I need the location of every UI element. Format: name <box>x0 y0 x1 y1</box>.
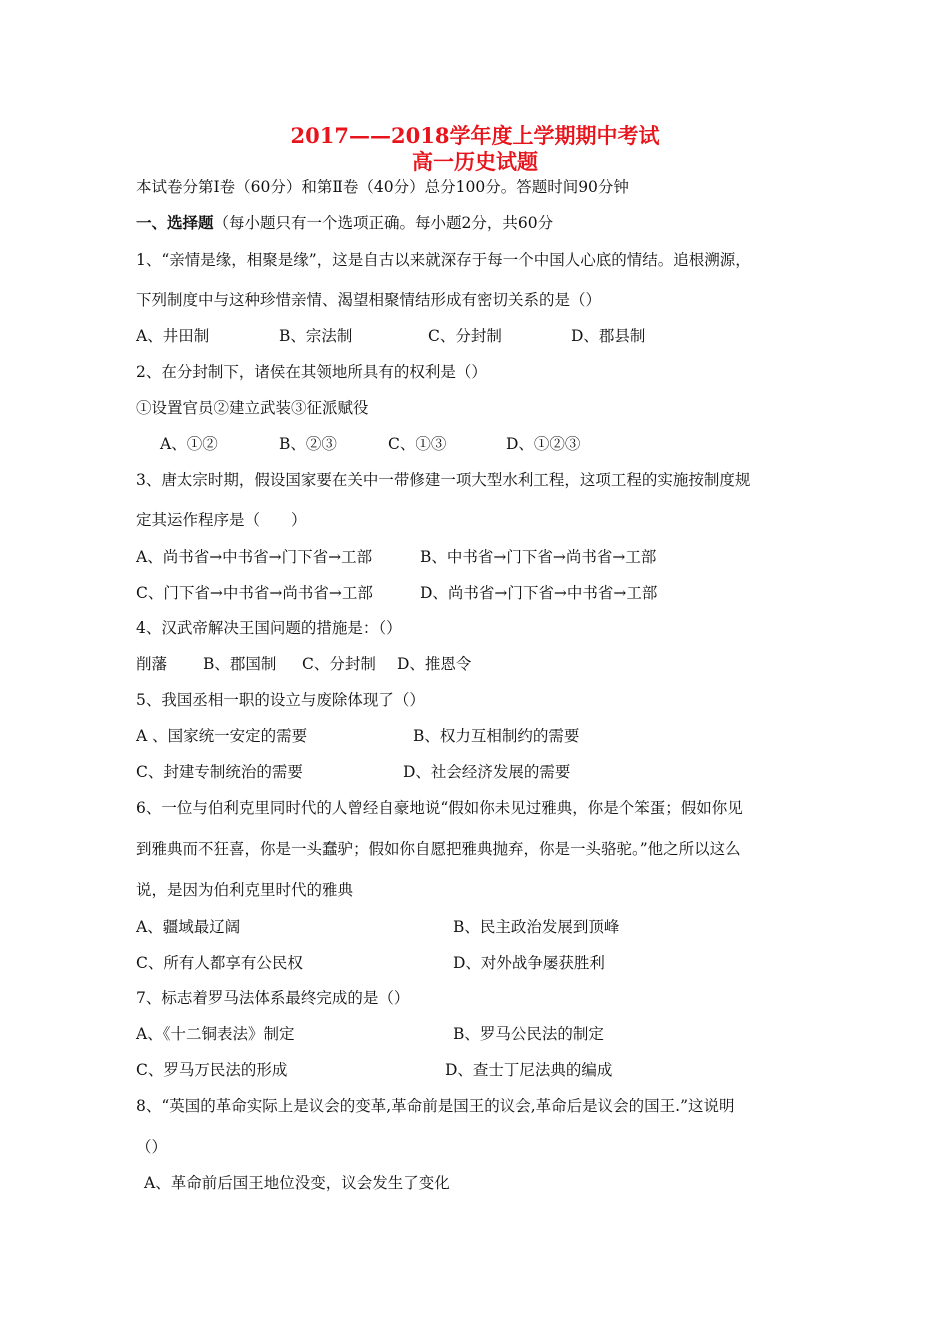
question-1-option-b: B、宗法制 <box>279 327 353 345</box>
section-heading-row <box>136 212 553 234</box>
question-5-line-1: 5、我国丞相一职的设立与废除体现了（） <box>136 691 425 709</box>
question-3-option-d: D、尚书省→门下省→中书省→工部 <box>420 584 658 602</box>
question-8-line-1: 8、“英国的革命实际上是议会的变革,革命前是国王的议会,革命后是议会的国王.”这说明 <box>136 1097 735 1115</box>
question-5-option-b: B、权力互相制约的需要 <box>413 727 580 745</box>
question-8-option-a: A、革命前后国王地位没变，议会发生了变化 <box>144 1174 450 1192</box>
question-7-line-1: 7、标志着罗马法体系最终完成的是（） <box>136 989 410 1007</box>
question-6-option-d: D、对外战争屡获胜利 <box>453 954 605 972</box>
question-7-option-c: C、罗马万民法的形成 <box>136 1061 288 1079</box>
question-5-option-c: C、封建专制统治的需要 <box>136 763 303 781</box>
question-6-option-c: C、所有人都享有公民权 <box>136 954 303 972</box>
question-7-option-d: D、查士丁尼法典的编成 <box>445 1061 613 1079</box>
question-2-option-c: C、①③ <box>388 435 447 453</box>
exam-intro: 本试卷分第Ⅰ卷（60分）和第Ⅱ卷（40分）总分100分。答题时间90分钟 <box>136 178 629 196</box>
question-1-option-a: A、井田制 <box>136 327 210 345</box>
exam-title: 2017——2018学年度上学期期中考试 <box>290 123 660 148</box>
question-1-option-d: D、郡县制 <box>571 327 646 345</box>
question-8-line-2: （） <box>136 1138 168 1156</box>
question-2-option-b: B、②③ <box>279 435 337 453</box>
question-3-line-2: 定其运作程序是（ ） <box>136 511 307 529</box>
question-3-option-b: B、中书省→门下省→尚书省→工部 <box>420 548 657 566</box>
question-1-line-2: 下列制度中与这种珍惜亲情、渴望相聚情结形成有密切关系的是（） <box>136 291 602 309</box>
question-4-option-c: C、分封制 <box>302 655 376 673</box>
question-2-option-d: D、①②③ <box>506 435 581 453</box>
question-2-line-2: ①设置官员②建立武装③征派赋役 <box>136 399 369 417</box>
question-5-option-a: A 、国家统一安定的需要 <box>136 727 308 745</box>
question-3-line-1: 3、唐太宗时期，假设国家要在关中一带修建一项大型水利工程，这项工程的实施按制度规 <box>136 471 751 489</box>
question-3-option-c: C、门下省→中书省→尚书省→工部 <box>136 584 373 602</box>
question-4-option-d: D、推恩令 <box>397 655 472 673</box>
question-1-line-1: 1、“亲情是缘，相聚是缘”，这是自古以来就深存于每一个中国人心底的情结。追根溯源， <box>136 251 751 269</box>
question-6-line-1: 6、一位与伯利克里同时代的人曾经自豪地说“假如你未见过雅典，你是个笨蛋；假如你见 <box>136 799 743 817</box>
question-2-option-a: A、①② <box>160 435 218 453</box>
question-7-option-b: B、罗马公民法的制定 <box>453 1025 604 1043</box>
section-instruction: （每小题只有一个选项正确。每小题2分，共60分 <box>213 214 554 232</box>
question-4-line-1: 4、汉武帝解决王国问题的措施是：（） <box>136 619 402 637</box>
question-4-option-b: B、郡国制 <box>203 655 277 673</box>
question-7-option-a: A、《十二铜表法》制定 <box>136 1025 295 1043</box>
question-2-line-1: 2、在分封制下，诸侯在其领地所具有的权利是（） <box>136 363 487 381</box>
question-3-option-a: A、尚书省→中书省→门下省→工部 <box>136 548 373 566</box>
question-6-option-a: A、疆域最辽阔 <box>136 918 241 936</box>
question-6-line-2: 到雅典而不狂喜，你是一头蠢驴；假如你自愿把雅典抛弃，你是一头骆驼。”他之所以这么 <box>136 840 741 858</box>
exam-subtitle: 高一历史试题 <box>412 149 538 174</box>
question-6-line-3: 说，是因为伯利克里时代的雅典 <box>136 881 354 899</box>
question-6-option-b: B、民主政治发展到顶峰 <box>453 918 620 936</box>
question-1-option-c: C、分封制 <box>428 327 502 345</box>
section-heading: 一、选择题 <box>136 213 214 232</box>
question-4-option-a: 削藩 <box>136 655 168 673</box>
question-5-option-d: D、社会经济发展的需要 <box>403 763 571 781</box>
